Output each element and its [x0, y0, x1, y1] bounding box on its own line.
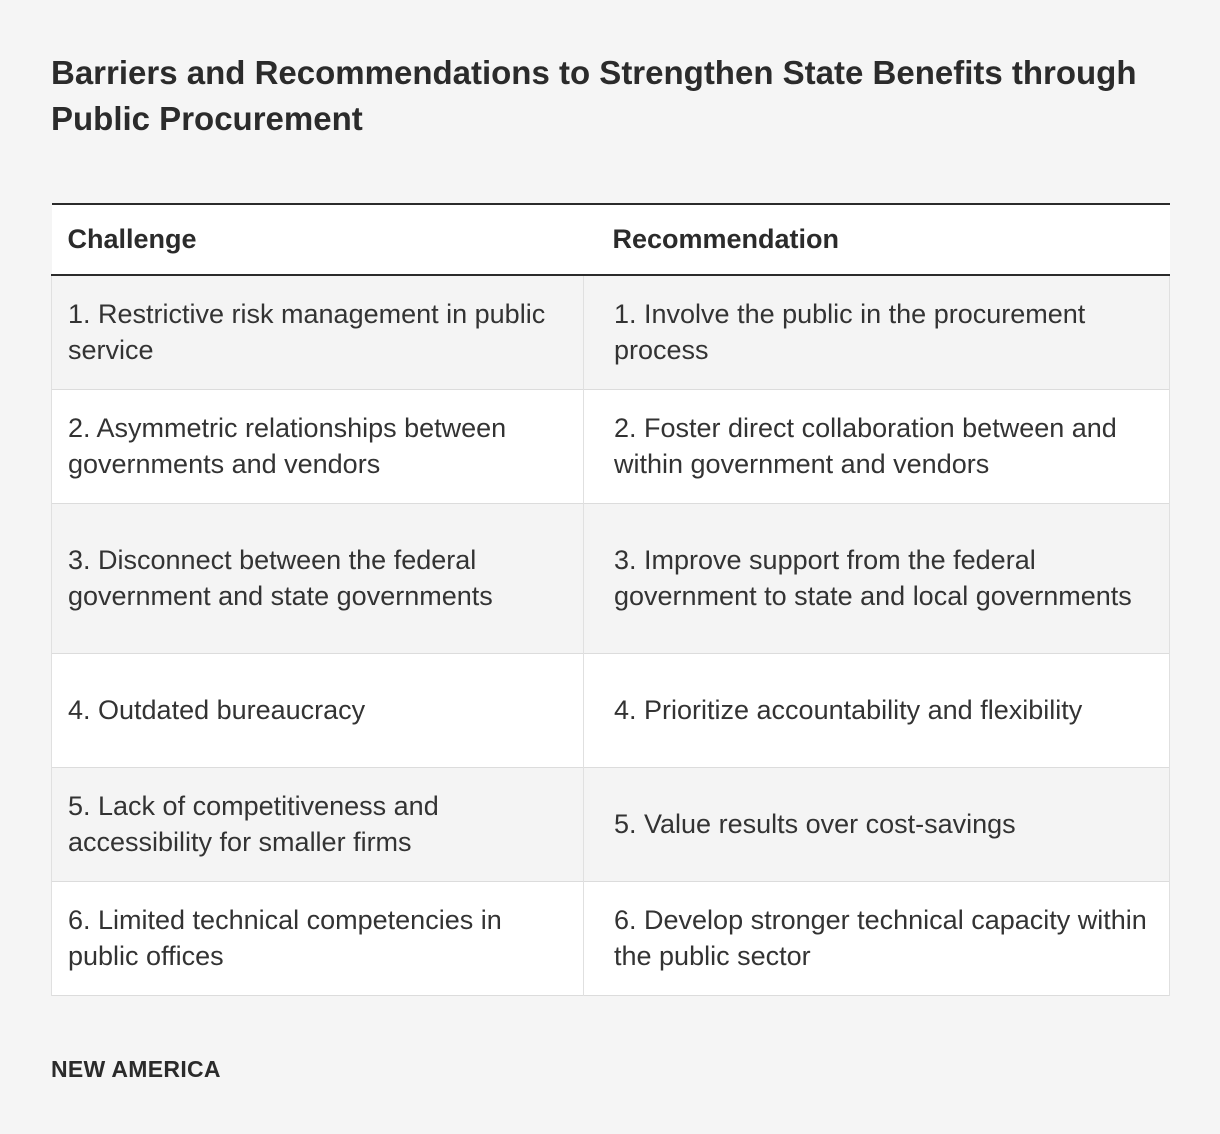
table-row: [52, 275, 1170, 389]
recommendation-cell: 4. Prioritize accountability and flexibility: [584, 653, 1170, 767]
table-row: [52, 653, 1170, 767]
challenges-table: [51, 203, 1169, 996]
table-row: [52, 389, 1170, 503]
table-row: [52, 881, 1170, 995]
challenge-cell: 6. Limited technical competencies in public offices: [52, 881, 584, 995]
table-row: [52, 503, 1170, 653]
challenge-cell: 5. Lack of competitiveness and accessibility for smaller firms: [52, 767, 584, 881]
recommendation-cell: 3. Improve support from the federal government to state and local governments: [584, 503, 1170, 653]
recommendation-cell: 6. Develop stronger technical capacity within the public sector: [584, 881, 1170, 995]
table-row: [52, 767, 1170, 881]
publisher-logo: NEW AMERICA: [51, 1056, 221, 1082]
column-header-recommendation: Recommendation: [612, 224, 840, 254]
table-header-row: [52, 204, 1170, 275]
challenge-cell: 4. Outdated bureaucracy: [52, 653, 584, 767]
challenge-cell: 1. Restrictive risk management in public service: [52, 275, 584, 389]
column-header-challenge: Challenge: [67, 224, 197, 254]
recommendation-cell: 2. Foster direct collaboration between and within government and vendors: [584, 389, 1170, 503]
challenge-cell: 3. Disconnect between the federal government and state governments: [52, 503, 584, 653]
challenge-cell: 2. Asymmetric relationships between governments and vendors: [52, 389, 584, 503]
recommendation-cell: 1. Involve the public in the procurement process: [584, 275, 1170, 389]
recommendation-cell: 5. Value results over cost-savings: [584, 767, 1170, 881]
page-title: Barriers and Recommendations to Strengthen State Benefits through Public Procurement: [51, 54, 1137, 137]
